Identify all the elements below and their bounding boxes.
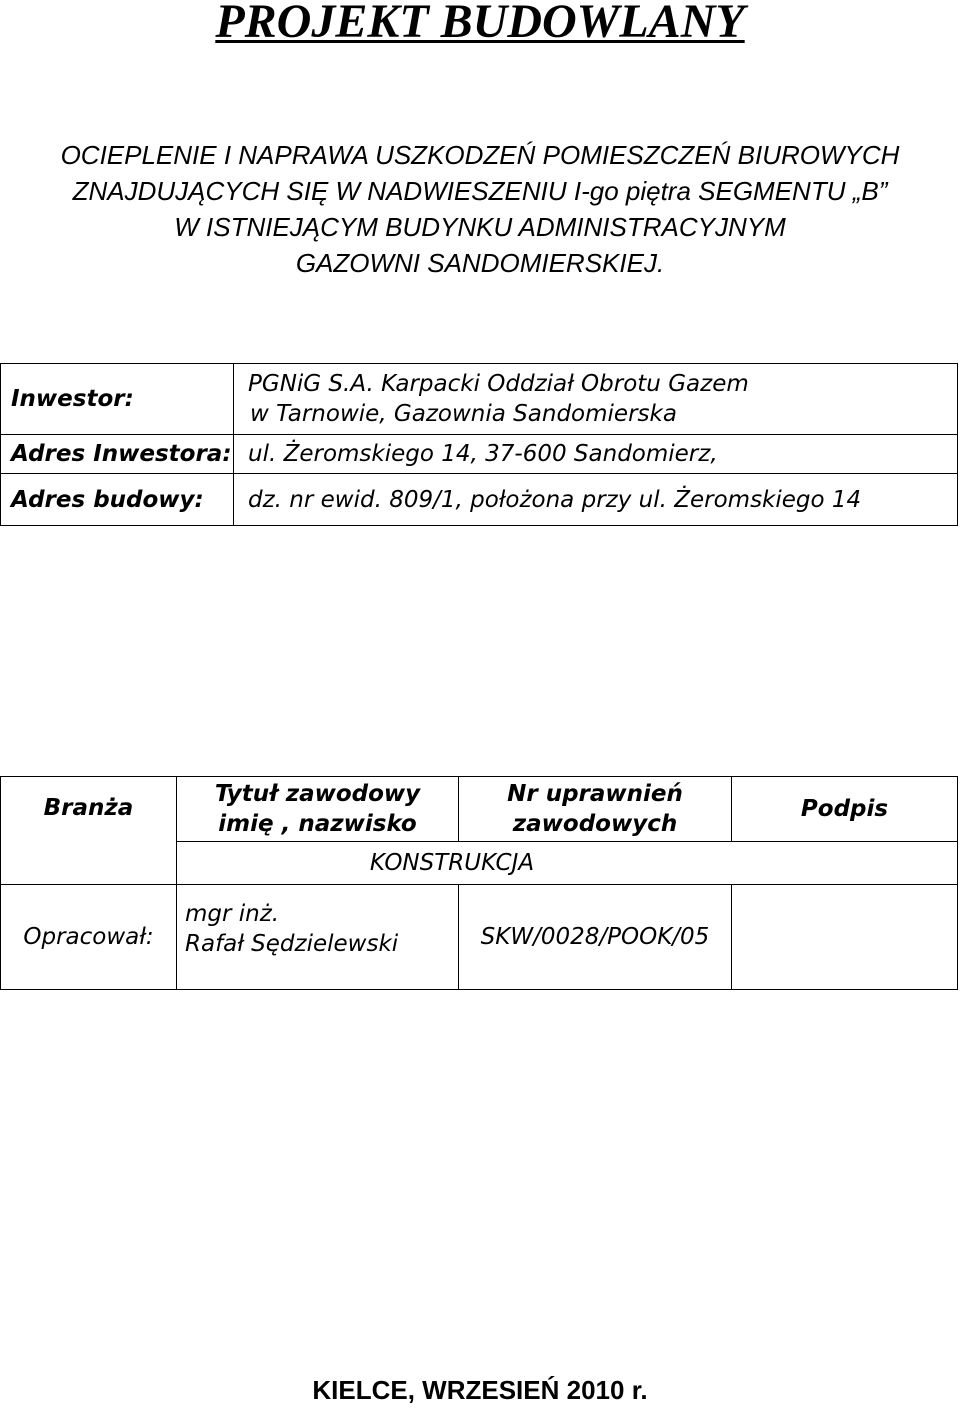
investor-address-label: Adres Inwestora: xyxy=(1,435,234,474)
description-line: OCIEPLENIE I NAPRAWA USZKODZEŃ POMIESZCZEŃ BIUROWYCH xyxy=(60,140,900,170)
investor-value-line: PGNiG S.A. Karpacki Oddział Obrotu Gazem xyxy=(248,371,749,397)
site-address-value: dz. nr ewid. 809/1, położona przy ul. Żeromskiego 14 xyxy=(234,474,958,526)
header-title-name xyxy=(177,777,459,842)
site-address-row xyxy=(1,474,958,526)
header-title-line: imię , nazwisko xyxy=(218,811,417,837)
investor-address-value: ul. Żeromskiego 14, 37-600 Sandomierz, xyxy=(234,435,958,474)
place-and-date: KIELCE, WRZESIEŃ 2010 r. xyxy=(312,1375,648,1405)
header-license-line: zawodowych xyxy=(512,811,678,837)
authors-table xyxy=(0,776,958,990)
author-name-line: Rafał Sędzielewski xyxy=(185,931,399,957)
project-description xyxy=(0,137,960,281)
investor-row xyxy=(1,364,958,435)
investor-value-line: w Tarnowie, Gazownia Sandomierska xyxy=(250,401,677,427)
document-title: PROJEKT BUDOWLANY xyxy=(215,0,745,48)
author-name xyxy=(177,885,459,990)
site-address-label: Adres budowy: xyxy=(1,474,234,526)
description-line: GAZOWNI SANDOMIERSKIEJ. xyxy=(295,248,665,278)
header-license-line: Nr uprawnień xyxy=(507,781,683,807)
author-signature xyxy=(732,885,958,990)
investor-label: Inwestor: xyxy=(1,364,234,435)
header-branch: Branża xyxy=(1,777,177,885)
author-role: Opracował: xyxy=(1,885,177,990)
investor-value xyxy=(234,364,958,435)
investor-address-row xyxy=(1,435,958,474)
description-line: ZNAJDUJĄCYCH SIĘ W NADWIESZENIU I-go piętra SEGMENTU „B” xyxy=(72,176,888,206)
header-license xyxy=(459,777,732,842)
header-title-line: Tytuł zawodowy xyxy=(214,781,421,807)
author-row xyxy=(1,885,958,990)
header-signature: Podpis xyxy=(732,777,958,842)
investor-table xyxy=(0,363,958,526)
branch-name: KONSTRUKCJA xyxy=(177,842,958,885)
authors-header-row xyxy=(1,777,958,842)
author-license: SKW/0028/POOK/05 xyxy=(459,885,732,990)
description-line: W ISTNIEJĄCYM BUDYNKU ADMINISTRACYJNYM xyxy=(174,212,786,242)
author-name-line: mgr inż. xyxy=(185,901,280,927)
